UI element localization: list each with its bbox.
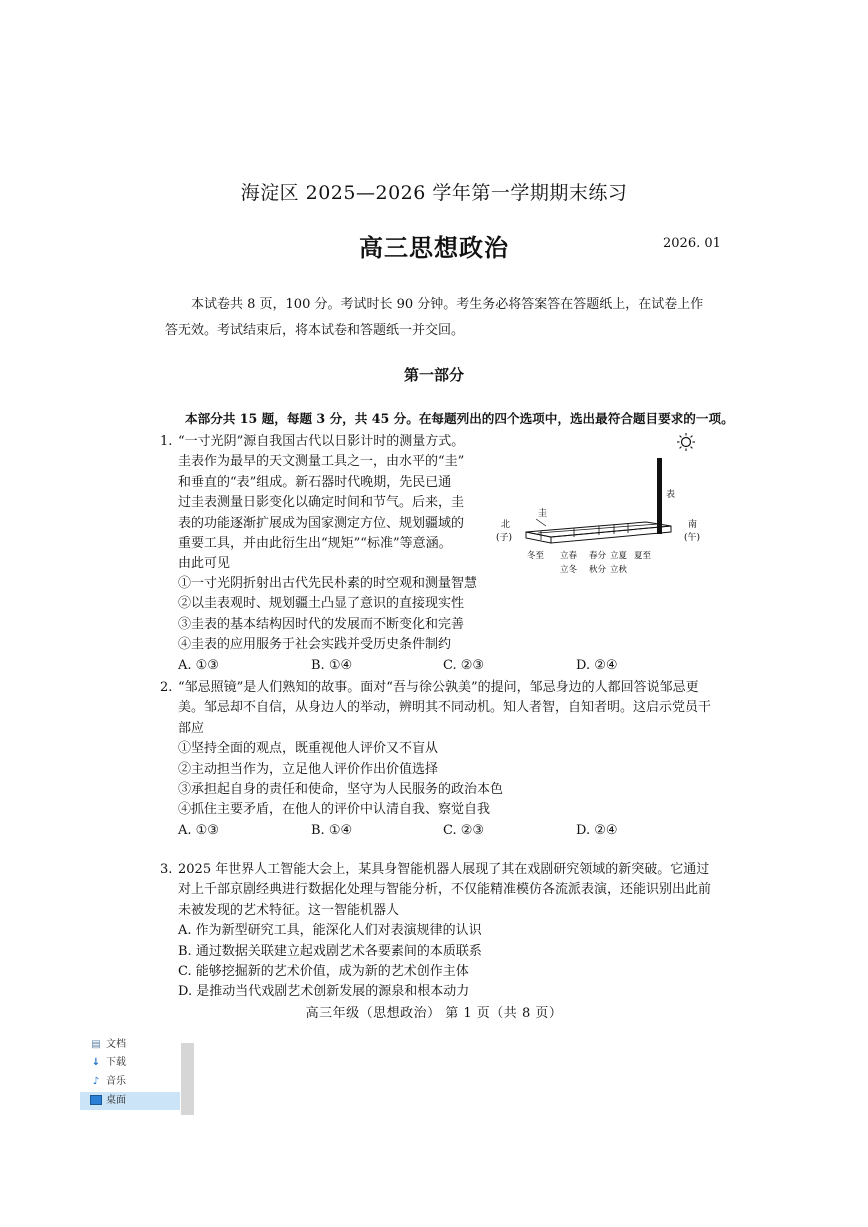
nav-item-downloads[interactable] bbox=[90, 1054, 126, 1072]
download-icon: ↓ bbox=[91, 1057, 101, 1068]
exam-date: 2026. 01 bbox=[663, 236, 721, 251]
biao-label: 表 bbox=[666, 490, 676, 500]
q1-options bbox=[178, 656, 698, 676]
term-label: 立冬 bbox=[560, 565, 578, 575]
nav-item-documents[interactable] bbox=[90, 1036, 126, 1054]
question-1 bbox=[160, 432, 465, 575]
q3-option-a: A. 作为新型研究工具，能深化人们对表演规律的认识 bbox=[178, 923, 482, 939]
question-2 bbox=[160, 678, 713, 841]
south-sub-label: (午) bbox=[684, 533, 701, 543]
question-3 bbox=[160, 860, 713, 1003]
q2-statement: ④抓住主要矛盾，在他人的评价中认清自我、察觉自我 bbox=[178, 802, 491, 818]
part-description: 本部分共 15 题，每题 3 分，共 45 分。在每题列出的四个选项中，选出最符合题目要求的一项。 bbox=[185, 411, 734, 426]
q3-stem: 2025 年世界人工智能大会上，某具身智能机器人展现了其在戏剧研究领域的新突破。它通过对上千部京剧经典进行数据化处理与智能分析，不仅能精准模仿各流派表演，还能识别出此前未被发现的艺术特征。这一智能机器人 bbox=[178, 862, 712, 918]
q1-stem-line: “一寸光阴”源自我国古代以日影计时的测量方式。 bbox=[178, 434, 465, 449]
question-number: 1. bbox=[160, 434, 173, 449]
exam-notice: 本试卷共 8 页，100 分。考试时长 90 分钟。考生务必将答案答在答题纸上，在试卷上作答无效。考试结束后，将本试卷和答题纸一并交回。 bbox=[165, 297, 704, 338]
q2-options bbox=[178, 821, 698, 841]
nav-item-label: 下载 bbox=[106, 1057, 126, 1068]
q1-statement: ①一寸光阴折射出古代先民朴素的时空观和测量智慧 bbox=[178, 576, 478, 591]
term-label: 秋分 bbox=[589, 565, 607, 575]
q3-option-c: C. 能够挖掘新的艺术价值，成为新的艺术创作主体 bbox=[178, 964, 469, 980]
option-c: C. ②③ bbox=[443, 657, 485, 673]
biao-pole bbox=[657, 458, 662, 534]
option-a: A. ①③ bbox=[178, 822, 219, 838]
term-label: 立春 bbox=[560, 551, 578, 561]
term-label: 冬至 bbox=[527, 551, 545, 561]
page-footer: 高三年级（思想政治） 第 1 页（共 8 页） bbox=[305, 1006, 563, 1021]
gui-label: 圭 bbox=[538, 509, 548, 519]
option-d: D. ②④ bbox=[576, 822, 618, 838]
option-a: A. ①③ bbox=[178, 657, 219, 673]
option-c: C. ②③ bbox=[443, 822, 485, 838]
nav-item-desktop[interactable] bbox=[80, 1092, 180, 1110]
q1-statement: ④圭表的应用服务于社会实践并受历史条件制约 bbox=[178, 637, 452, 653]
part-title: 第一部分 bbox=[403, 366, 464, 384]
exam-subject-title: 高三思想政治 bbox=[359, 233, 509, 262]
question-number: 2. bbox=[160, 680, 173, 695]
nav-item-label: 音乐 bbox=[106, 1076, 126, 1087]
music-icon: ♪ bbox=[92, 1076, 100, 1087]
sun-icon bbox=[677, 433, 695, 451]
north-sub-label: (子) bbox=[496, 533, 513, 543]
term-label: 春分 bbox=[589, 551, 607, 561]
nav-item-label: 文档 bbox=[106, 1039, 126, 1050]
south-label: 南 bbox=[688, 520, 698, 530]
exam-title-line1: 海淀区 2025—2026 学年第一学期期末练习 bbox=[240, 182, 628, 204]
q1-stem-line: 表的功能逐渐扩展成为国家测定方位、规划疆域的 bbox=[178, 515, 465, 531]
q1-stem-line: 过圭表测量日影变化以确定时间和节气。后来，圭 bbox=[178, 495, 465, 511]
q2-statement: ②主动担当作为，立足他人评价作出价值选择 bbox=[178, 761, 439, 777]
term-label: 夏至 bbox=[634, 551, 652, 561]
explorer-side-panel bbox=[80, 1040, 180, 1114]
q3-option-d: D. 是推动当代戏剧艺术创新发展的源泉和根本动力 bbox=[178, 984, 470, 1000]
q1-stem-line: 由此可见 bbox=[178, 556, 231, 572]
q1-stem-line: 圭表作为最早的天文测量工具之一，由水平的“圭” bbox=[178, 454, 465, 470]
q1-statement: ③圭表的基本结构因时代的发展而不断变化和完善 bbox=[178, 616, 465, 632]
option-b: B. ①④ bbox=[311, 657, 353, 673]
term-label: 立夏 bbox=[610, 551, 628, 561]
document-icon: ▤ bbox=[91, 1039, 101, 1050]
q2-stem: “邹忌照镜”是人们熟知的故事。面对“吾与徐公孰美”的提问，邹忌身边的人都回答说邹忌更美。邹忌却不自信，从身边人的举动，辨明其不同动机。知人者智，自知者明。这启示党员干部应 bbox=[178, 680, 712, 736]
desktop-icon bbox=[90, 1092, 102, 1110]
q1-stem-line: 重要工具，并由此衍生出“规矩”“标准”等意涵。 bbox=[178, 536, 452, 552]
north-label: 北 bbox=[501, 520, 511, 530]
q1-statement: ②以圭表观时、规划疆土凸显了意识的直接现实性 bbox=[178, 596, 465, 612]
question-number: 3. bbox=[160, 862, 173, 877]
q1-stem-line: 和垂直的“表”组成。新石器时代晚期，先民已通 bbox=[178, 474, 452, 490]
term-label: 立秋 bbox=[610, 565, 628, 575]
q3-option-b: B. 通过数据关联建立起戏剧艺术各要素间的本质联系 bbox=[178, 943, 482, 959]
nav-item-music[interactable] bbox=[90, 1073, 126, 1091]
nav-item-label: 桌面 bbox=[106, 1095, 126, 1106]
question-1-choices bbox=[178, 574, 698, 676]
option-d: D. ②④ bbox=[576, 657, 618, 673]
q2-statement: ③承担起自身的责任和使命，坚守为人民服务的政治本色 bbox=[178, 782, 504, 798]
panel-scrollbar[interactable] bbox=[181, 1043, 194, 1115]
option-b: B. ①④ bbox=[311, 822, 353, 838]
gnomon-diagram bbox=[496, 430, 716, 580]
q2-statement: ①坚持全面的观点，既重视他人评价又不盲从 bbox=[178, 741, 439, 757]
